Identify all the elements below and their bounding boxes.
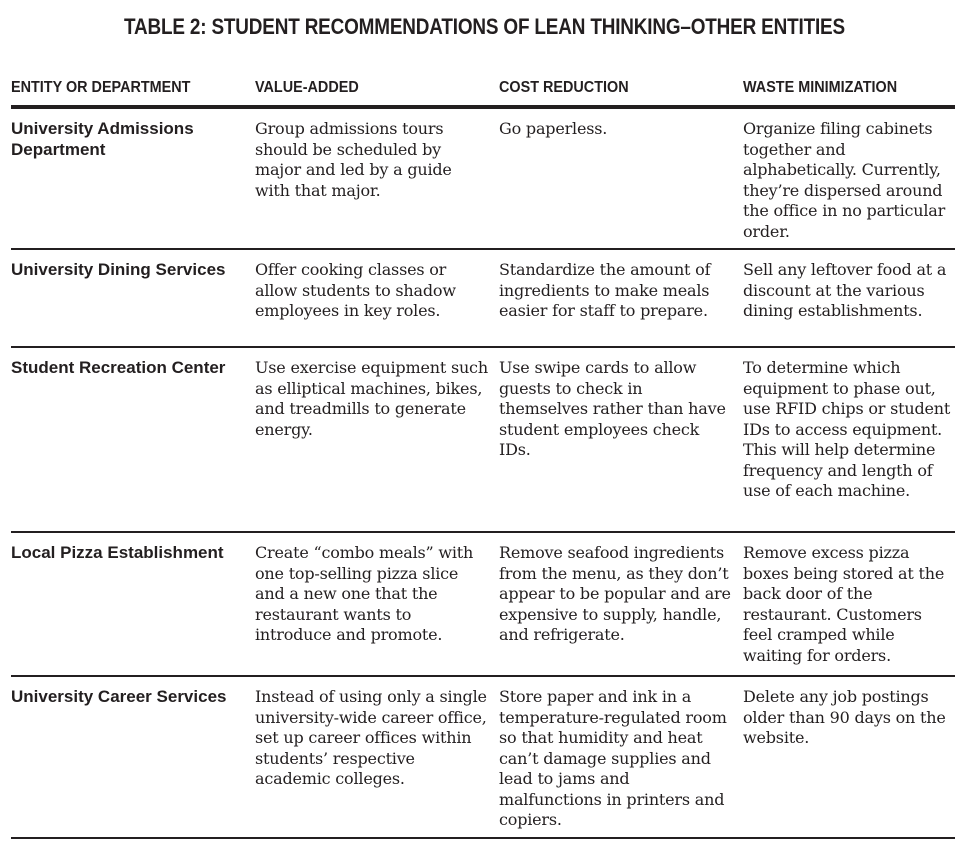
column-header-cost-reduction: COST REDUCTION: [499, 71, 743, 107]
cost-reduction-cell: Remove seafood ingredients from the menu, as they don’t appear to be popular and are expensive to supply, handle, and refrigerate.: [499, 532, 743, 676]
waste-minimization-cell: Sell any leftover food at a discount at the various dining establishments.: [743, 249, 955, 347]
cost-reduction-cell: Store paper and ink in a temperature-regulated room so that humidity and heat can’t damage supplies and lead to jams and malfunctions in printers and copiers.: [499, 676, 743, 838]
entity-cell: University Admissions Department: [11, 107, 255, 249]
table-row: [11, 249, 955, 347]
value-added-cell: Instead of using only a single university-wide career office, set up career offices within students’ respective academic colleges.: [255, 676, 499, 838]
waste-minimization-cell: To determine which equipment to phase out, use RFID chips or student IDs to access equipment. This will help determine frequency and length of use of each machine.: [743, 347, 955, 532]
column-header-entity: ENTITY OR DEPARTMENT: [11, 71, 255, 107]
cost-reduction-cell: Use swipe cards to allow guests to check in themselves rather than have student employees check IDs.: [499, 347, 743, 532]
cost-reduction-cell: Go paperless.: [499, 107, 743, 249]
entity-cell: Local Pizza Establishment: [11, 532, 255, 676]
table-row: [11, 676, 955, 838]
table-title: TABLE 2: STUDENT RECOMMENDATIONS OF LEAN THINKING–OTHER ENTITIES: [124, 14, 845, 39]
recommendations-table: [11, 71, 955, 839]
cost-reduction-cell: Standardize the amount of ingredients to make meals easier for staff to prepare.: [499, 249, 743, 347]
table-row: [11, 107, 955, 249]
entity-cell: University Career Services: [11, 676, 255, 838]
waste-minimization-cell: Remove excess pizza boxes being stored at the back door of the restaurant. Customers feel cramped while waiting for orders.: [743, 532, 955, 676]
waste-minimization-cell: Organize filing cabinets together and alphabetically. Currently, they’re dispersed around the office in no particular order.: [743, 107, 955, 249]
header-row: [11, 71, 955, 107]
table-row: [11, 347, 955, 532]
entity-cell: University Dining Services: [11, 249, 255, 347]
column-header-waste-minimization: WASTE MINIMIZATION: [743, 71, 955, 107]
column-header-value-added: VALUE-ADDED: [255, 71, 499, 107]
waste-minimization-cell: Delete any job postings older than 90 days on the website.: [743, 676, 955, 838]
table-row: [11, 532, 955, 676]
value-added-cell: Use exercise equipment such as elliptical machines, bikes, and treadmills to generate energy.: [255, 347, 499, 532]
entity-cell: Student Recreation Center: [11, 347, 255, 532]
value-added-cell: Create “combo meals” with one top-selling pizza slice and a new one that the restaurant wants to introduce and promote.: [255, 532, 499, 676]
value-added-cell: Group admissions tours should be scheduled by major and led by a guide with that major.: [255, 107, 499, 249]
value-added-cell: Offer cooking classes or allow students to shadow employees in key roles.: [255, 249, 499, 347]
